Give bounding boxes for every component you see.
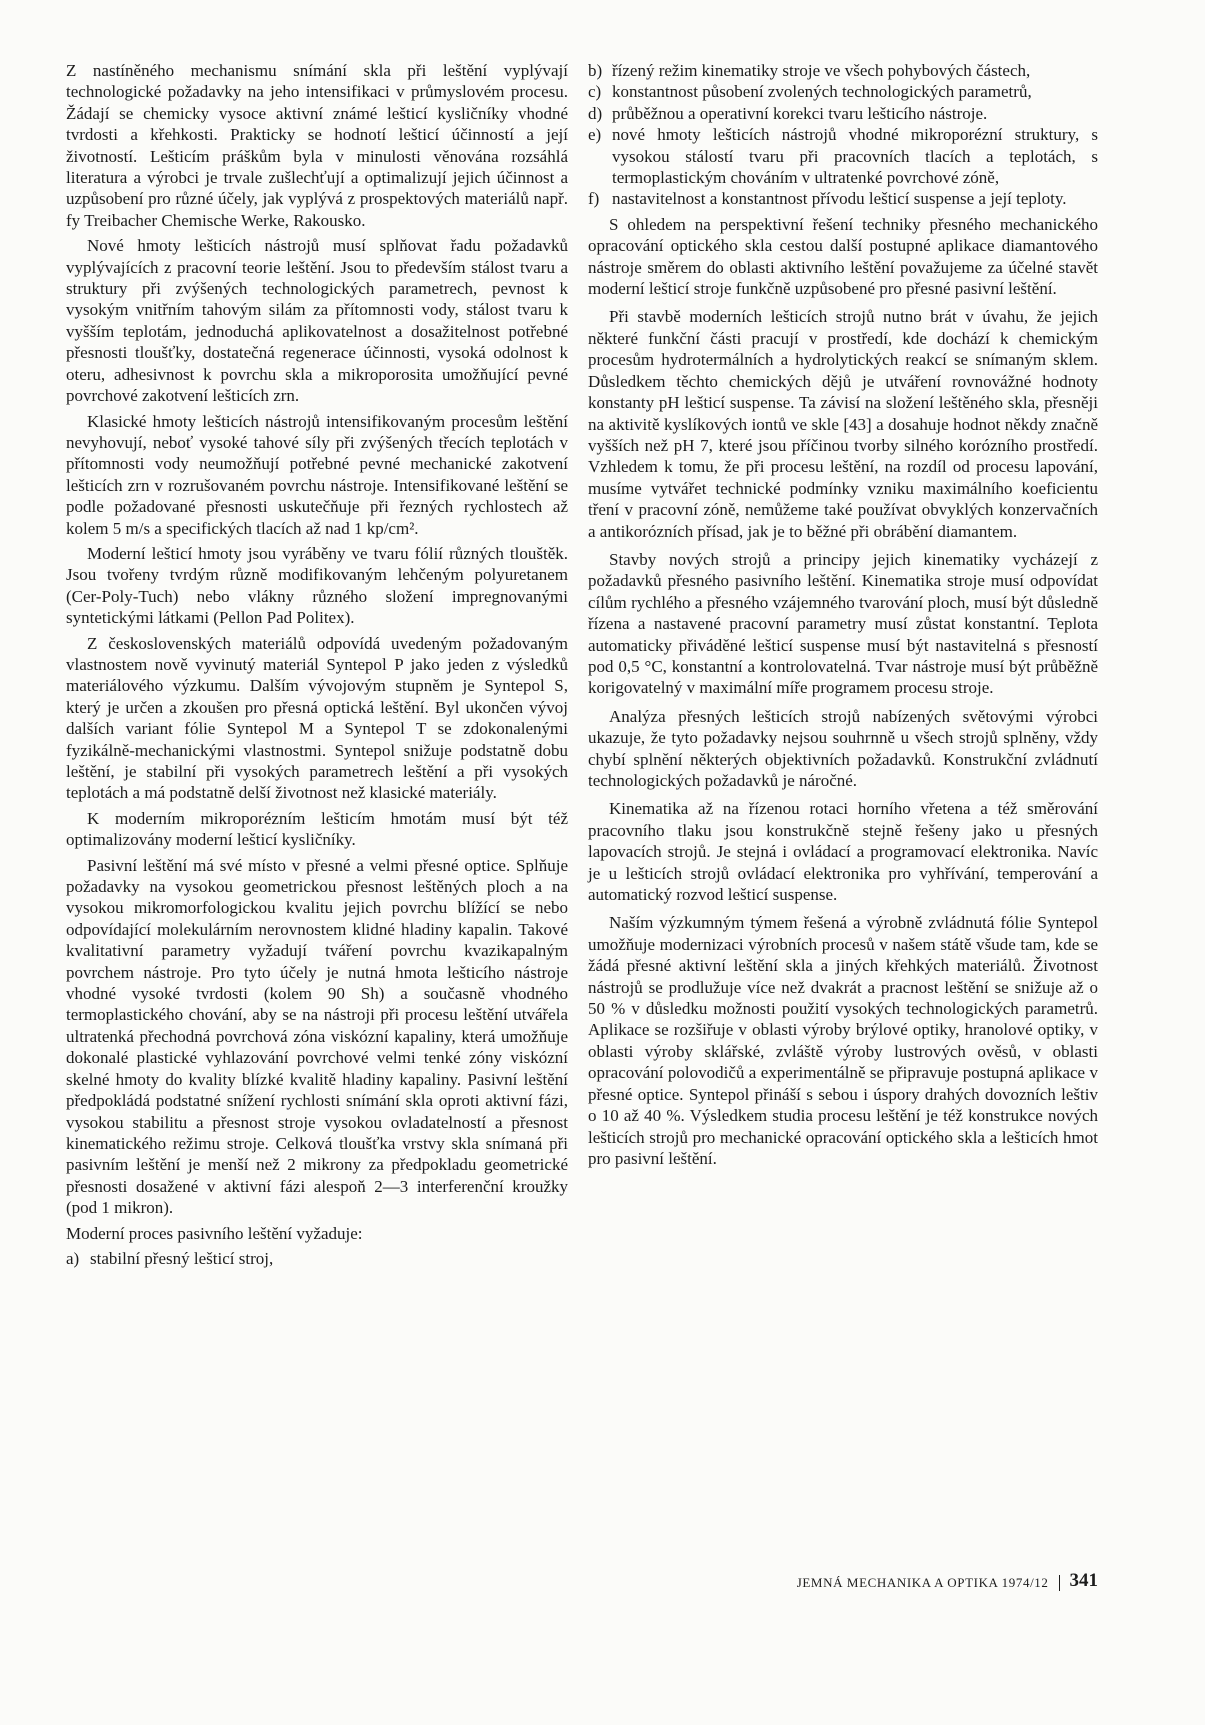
- list-marker: a): [66, 1248, 80, 1268]
- paragraph: Naším výzkumným týmem řešená a výrobně zvládnutá fólie Syntepol umožňuje modernizaci výrobních procesů v našem státě všude tam, kde se žádá přesné aktivní leštění skla a jiných křehkých materiálů. Životnost nástrojů se prodlužuje více než dvakrát a pracnost leštění se snižuje až o 50 % v důsledku možnosti použití vysokých technologických parametrů. Aplikace se rozšiřuje v oblasti výroby brýlové optiky, hranolové optiky, v oblasti výroby sklářské, zvláště výroby lustrových ověsů, v oblasti opracování polovodičů a experimentálně se připravuje postupná aplikace v přesné optice. Syntepol přináší s sebou i úspory drahých dovozních leštiv o 10 až 40 %. Výsledkem studia procesu leštění je též konstrukce nových lešticích strojů pro mechanické opracování optického skla a lešticích hmot pro pasivní leštění.: [588, 913, 1098, 1168]
- paragraph: Z československých materiálů odpovídá uvedeným požadovaným vlastnostem nově vyvinutý materiál Syntepol P jako jeden z výsledků materiálového výzkumu. Dalším vývojovým stupněm je Syntepol S, který je určen a zkoušen pro přesná optická leštění. Byl ukončen vývoj dalších variant fólie Syntepol M a Syntepol T se zdokonalenými fyzikálně-mechanickými vlastnostmi. Syntepol snižuje podstatně dobu leštění, je stabilní při vysokých parametrech leštění a při vysokých teplotách a má podstatně delší životnost než klasické materiály.: [66, 633, 568, 803]
- list-marker: f): [588, 189, 600, 209]
- list-marker: d): [588, 103, 603, 123]
- list-marker: c): [588, 82, 602, 102]
- paragraph: Z nastíněného mechanismu snímání skla při leštění vyplývají technologické požadavky na jeho intensifikaci v průmyslovém procesu. Žádají se chemicky vysoce aktivní známé lešticí kysličníky vhodné tvrdosti a křehkosti. Prakticky se hodnotí lešticí účinností a její životností. Lešticím práškům byla v minulosti věnována rozsáhlá literatura a výrobci je trvale zušlechťují a optimalizují jejich účinnost a uzpůsobení pro různé účely, jak vyplývá z prospektových materiálů např. fy Treibacher Chemische Werke, Rakousko.: [66, 61, 568, 230]
- requirements-list-start: [66, 1248, 568, 1269]
- list-item-text: nové hmoty lešticích nástrojů vhodné mikroporézní struktury, s vysokou stálostí tvaru při pracovních tlacích a teplotách, s termoplastickým chováním v ultratenké povrchové zóně,: [612, 125, 1098, 188]
- paragraph: Pasivní leštění má své místo v přesné a velmi přesné optice. Splňuje požadavky na vysokou geometrickou přesnost leštěných ploch a na vysokou mikromorfologickou kvalitu jejich povrchu blížící se nebo odpovídající molekulárním nerovnostem klidné hladiny kapalin. Takové kvalitativní parametry vyžadují tváření povrchu kvazikapalným povrchem nástroje. Pro tyto účely je nutná hmota lešticího nástroje vhodné vysoké tvrdosti (kolem 90 Sh) a současně vhodného termoplastického chování, aby se na nástroji při procesu leštění utvářela ultratenká přechodná povrchová zóna viskózní kapaliny, která umožňuje dokonalé plastické vyhlazování povrchové velmi tenké zóny viskózní skelné hmoty do kvality blízké kvalitě hladiny kapaliny. Pasivní leštění předpokládá podstatné snížení rychlosti snímání skla oproti aktivní fázi, vysokou stabilitu a přesnost stroje vysokou ovladatelností a přesnost kinematického režimu stroje. Celková tloušťka vrstvy skla snímaná při pasivním leštění je menší než 2 mikrony za předpokladu geometrické přesnosti dosažené v aktivní fázi alespoň 2—3 interferenční kroužky (pod 1 mikron).: [66, 855, 568, 1218]
- page-number: 341: [1069, 1570, 1098, 1591]
- paragraph: Při stavbě moderních lešticích strojů nutno brát v úvahu, že jejich některé funkční části pracují v prostředí, kde dochází k chemickým procesům hydrotermálních a hydrolytických reakcí se snímaným sklem. Důsledkem těchto chemických dějů je utváření rovnovážné hodnoty konstanty pH lešticí suspense. Ta závisí na složení leštěného skla, přesněji na aktivitě kyslíkových iontů ve skle [43] a dosahuje hodnot někdy značně vyšších než pH 7, které jsou příčinou tvorby silného korózního prostředí. Vzhledem k tomu, že při procesu leštění, na rozdíl od procesu lapování, musíme vytvářet technické podmínky vzniku maximálního koeficientu tření v pracovní zóně, nemůžeme také používat obvyklých konzervačních a antikorózních přísad, jak je to běžné při obrábění diamantem.: [588, 307, 1098, 541]
- left-column: [66, 60, 568, 1273]
- list-marker: b): [588, 61, 603, 80]
- list-item: [66, 1248, 568, 1269]
- list-item-text: průběžnou a operativní korekci tvaru lešticího nástroje.: [612, 103, 988, 123]
- list-item: [588, 81, 1098, 102]
- right-column: [588, 60, 1098, 1176]
- list-item-text: řízený režim kinematiky stroje ve všech pohybových částech,: [612, 61, 1031, 80]
- page-footer: [700, 1569, 1098, 1591]
- paragraph: Moderní lešticí hmoty jsou vyráběny ve tvaru fólií různých tlouštěk. Jsou tvořeny tvrdým různě modifikovaným lehčeným polyuretanem (Cer-Poly-Tuch) nebo vlákny různého složení impregnovanými syntetickými látkami (Pellon Pad Politex).: [66, 543, 568, 628]
- list-item-text: stabilní přesný lešticí stroj,: [90, 1248, 274, 1268]
- paragraph: Stavby nových strojů a principy jejich kinematiky vycházejí z požadavků přesného pasivního leštění. Kinematika stroje musí odpovídat cílům rychlého a přesného vzájemného tvarování ploch, musí být důsledně řízena a nastavené pracovní parametry musí zůstat konstantní. Teplota automaticky přiváděné lešticí suspense musí být nastavitelná s přesností pod 0,5 °C, konstantní a kontrolovatelná. Tvar nástroje musí být průběžně korigovatelný v maximální míře programem procesu stroje.: [588, 549, 1098, 698]
- paragraph: Nové hmoty lešticích nástrojů musí splňovat řadu požadavků vyplývajících z pracovní teorie leštění. Jsou to především stálost tvaru a struktury při zvýšených technologických parametrech, pevnost k vysokým vnitřním tahovým silám za přítomnosti vody, stálost tvaru k vyšším teplotám, jednoduchá aplikovatelnost a dosažitelnost potřebné přesnosti tloušťky, dostatečná regenerace účinnosti, vysoká odolnost k oteru, adhesivnost k povrchu skla a mikroporosita umožňující pevné povrchové zakotvení lešticích zrn.: [66, 236, 568, 406]
- journal-name: JEMNÁ MECHANIKA A OPTIKA 1974/12: [797, 1575, 1060, 1591]
- requirements-list-continued: [588, 60, 1098, 210]
- list-item: [588, 60, 1098, 81]
- list-marker: e): [588, 125, 602, 145]
- paragraph: Klasické hmoty lešticích nástrojů intensifikovaným procesům leštění nevyhovují, neboť vysoké tahové síly při zvýšených třecích teplotách v přítomnosti vody neumožňují potřebné pevné mechanické zakotvení lešticích zrn v rozrušovaném povrchu nástroje. Intensifikované leštění se podle požadované přesnosti uskutečňuje při řezných rychlostech až kolem 5 m/s a specifických tlacích až nad 1 kp/cm².: [66, 411, 568, 538]
- paragraph: Analýza přesných lešticích strojů nabízených světovými výrobci ukazuje, že tyto požadavky nejsou souhrnně u všech strojů splněny, vždy chybí splnění některých objektivních požadavků. Konstrukční zvládnutí technologických požadavků je náročné.: [588, 706, 1098, 790]
- list-item: [588, 124, 1098, 188]
- paragraph: K moderním mikroporézním lešticím hmotám musí být též optimalizovány moderní lešticí kysličníky.: [66, 808, 568, 850]
- list-item-text: nastavitelnost a konstantnost přívodu lešticí suspense a její teploty.: [612, 189, 1067, 209]
- paragraph: Moderní proces pasivního leštění vyžaduje:: [66, 1223, 363, 1243]
- list-item: [588, 103, 1098, 124]
- paragraph: S ohledem na perspektivní řešení techniky přesného mechanického opracování optického skla cestou další postupné aplikace diamantového nástroje směrem do oblasti aktivního leštění považujeme za účelné stavět moderní lešticí stroje funkčně uzpůsobené pro přesné pasivní leštění.: [588, 214, 1098, 299]
- list-item: [588, 188, 1098, 209]
- paragraph: Kinematika až na řízenou rotaci horního vřetena a též směrování pracovního tlaku jsou konstrukčně stejně řešeny jako u přesných lapovacích strojů. Je stejná i ovládací a programovací elektronika. Navíc je u lešticích strojů ovládací elektronika pro vyhřívání, temperování a automatický rozvod lešticí suspense.: [588, 799, 1098, 905]
- list-item-text: konstantnost působení zvolených technologických parametrů,: [612, 82, 1032, 102]
